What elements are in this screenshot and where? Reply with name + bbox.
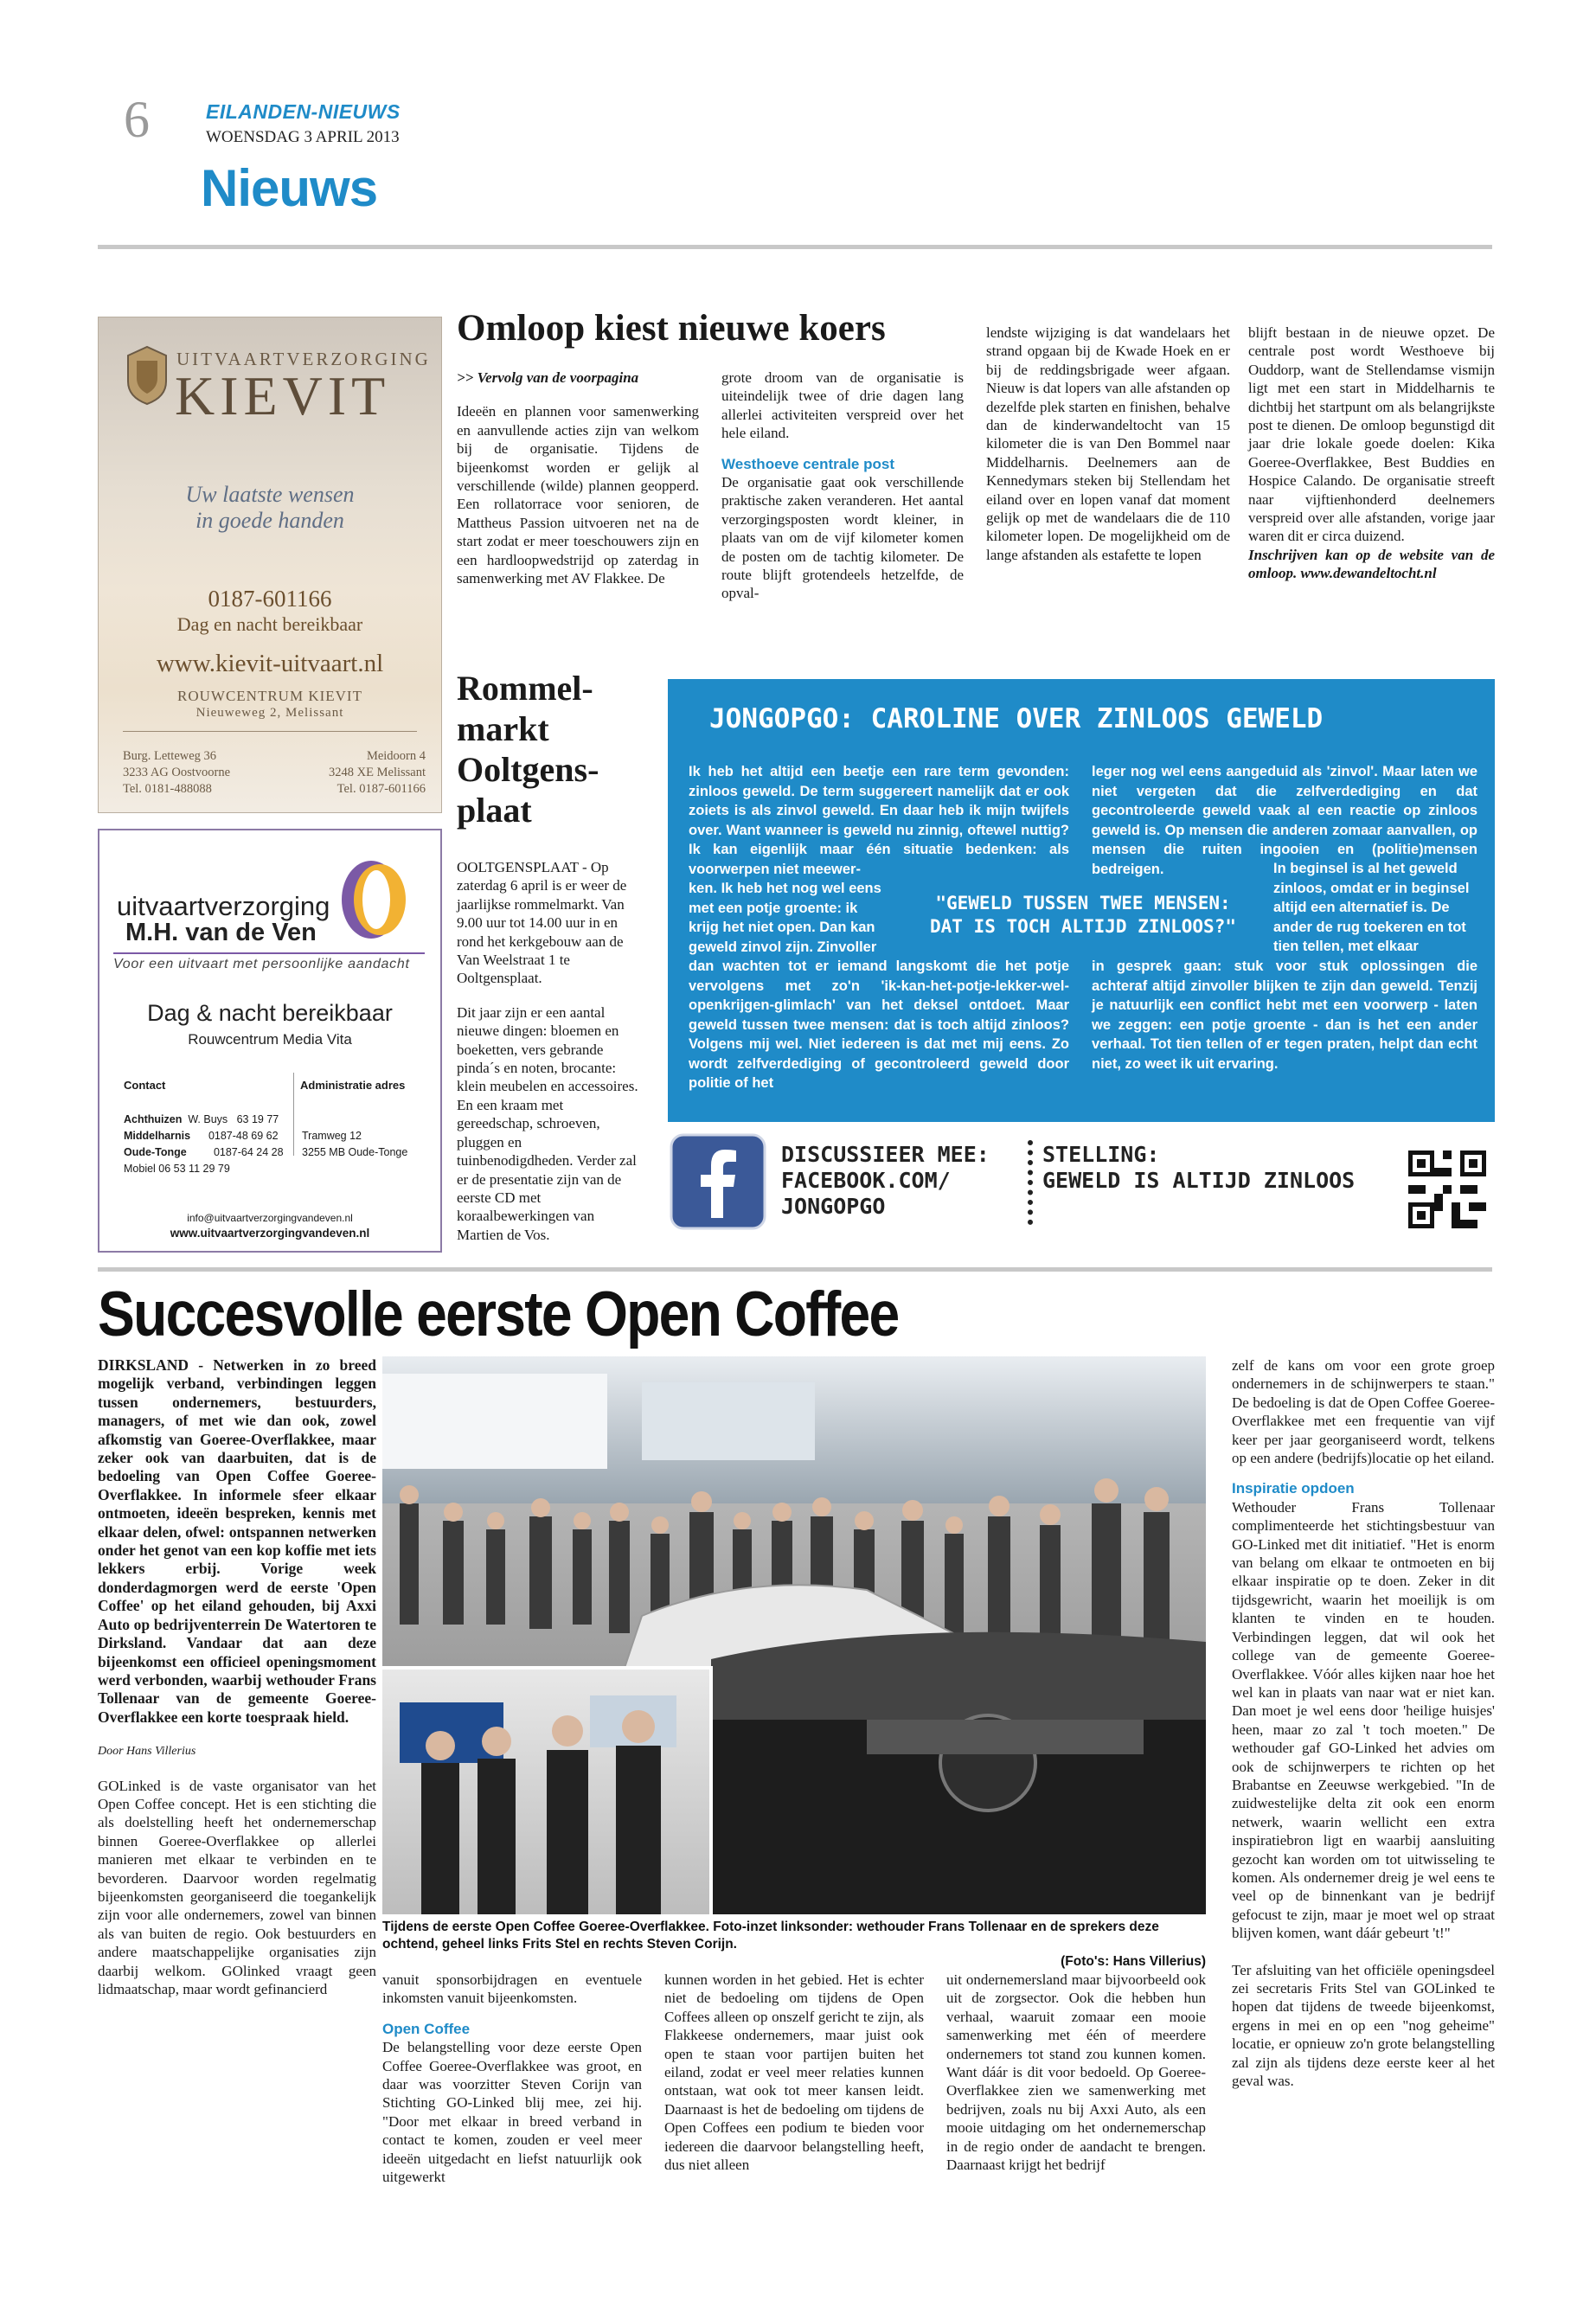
crest-icon	[125, 343, 170, 406]
omloop-column-2	[721, 369, 964, 603]
vandeven-website[interactable]: www.uitvaartverzorgingvandeven.nl	[170, 1227, 370, 1240]
coffee-col4-text: uit ondernemersland maar bijvoorbeeld ook uit de zorgsector. Ook die hebben hun verhaal, waaruit zomaar een mooie samenwerking met één of meerdere ondernemers tot stand zou kunnen komen. Want dáár is dit voor bedoeld. Op Goeree-Overflakkee zien we samenwerking met bedrijven, zoals nu bij Axxi Auto, als een mooie uitdaging om het ondernemerschap in de regio onder de aandacht te brengen. Daarnaast krijgt het bedrijf	[946, 1971, 1206, 2174]
kievit-advertisement	[98, 317, 442, 813]
coffee-byline: Door Hans Villerius	[98, 1745, 196, 1759]
vandeven-name-2: M.H. van de Ven	[125, 919, 317, 946]
omloop-column-4	[1248, 324, 1495, 583]
kievit-centre-address: Nieuweweg 2, Melissant	[195, 706, 344, 720]
photo-collage-image	[382, 1356, 1206, 1914]
omloop-headline: Omloop kiest nieuwe koers	[457, 308, 886, 349]
jongopgo-right-mid: In beginsel is al het geweld zinloos, omdat er in beginsel altijd een alternatief is. De ander de rug toekeren en tot tien tellen, met elkaar	[1273, 861, 1470, 954]
vandeven-admin-head: Administratie adres	[300, 1079, 406, 1092]
discuss-line-2: FACEBOOK.COM/	[781, 1168, 951, 1193]
coffee-column-5	[1232, 1356, 1495, 2090]
omloop-col2a-text: grote droom van de organisatie is uiteindelijk twee of drie dagen lang allerlei activiteiten verspreid over het hele eiland.	[721, 369, 964, 442]
stelling-line-1: STELLING:	[1042, 1142, 1160, 1167]
coffee-column-3	[664, 1971, 924, 2174]
vandeven-vertical-rule	[293, 1073, 294, 1156]
omloop-subhead: Westhoeve centrale post	[721, 455, 894, 472]
kievit-slogan-2: in goede handen	[195, 508, 344, 533]
jongopgo-left-mid: ken. Ik heb het nog wel eens met een potje groente: ik krijg het niet open. Dan kan geweld zinvol zijn. Zinvoller	[689, 881, 881, 955]
stelling-line-2: GEWELD IS ALTIJD ZINLOOS	[1042, 1168, 1356, 1193]
rommelmarkt-body	[457, 858, 638, 1244]
kievit-right-addr-1: Meidoorn 4	[366, 749, 426, 763]
jongopgo-box	[668, 679, 1495, 1122]
rommelmarkt-title-3: Ooltgens-	[457, 750, 599, 789]
vandeven-contact-list	[124, 1112, 284, 1177]
coffee-col5a-text: zelf de kans om voor een grote groep ondernemers in de schijnwerpers te staan." De bedoeling is dat de Open Coffee Goeree-Overflakkee met een frequentie van vijf keer per jaar georganiseerd wordt, telkens op een andere (bedrijfs)locatie op het eiland.	[1232, 1357, 1495, 1467]
dotted-separator	[1028, 1140, 1033, 1225]
contact-name: W. Buys	[188, 1113, 228, 1125]
jongopgo-left-top: Ik heb het altijd een beetje een rare term gevonden: zinloos geweld. De term suggereert namelijk dat er ook zoiets is als zinvol geweld. En daar heb ik mijn twijfels over. Want wanneer is geweld nu zinnig, oftewel nuttig? Ik kan eigenlijk maar één situatie bedenken: als voorwerpen niet meewer-	[689, 764, 1069, 877]
discuss-cta[interactable]	[781, 1142, 990, 1220]
contact-phone: 0187-48 69 62	[208, 1130, 279, 1142]
contact-place: Achthuizen	[124, 1113, 183, 1125]
discuss-line-3: JONGOPGO	[781, 1194, 886, 1219]
contact-place: Oude-Tonge	[124, 1146, 187, 1158]
vandeven-contact-head: Contact	[124, 1079, 166, 1092]
stelling	[1042, 1142, 1355, 1194]
open-coffee-photo	[382, 1356, 1206, 1914]
coffee-column-4	[946, 1971, 1206, 2174]
contact-phone: 63 19 77	[236, 1113, 279, 1125]
quote-line-2: DAT IS TOCH ALTIJD ZINLOOS?"	[929, 916, 1236, 937]
jongopgo-pull-quote	[901, 892, 1265, 939]
contact-row	[124, 1144, 284, 1161]
kievit-left-addr-3: Tel. 0181-488088	[123, 782, 212, 796]
vandeven-advertisement	[98, 829, 442, 1253]
kievit-website[interactable]: www.kievit-uitvaart.nl	[156, 650, 384, 677]
coffee-col5c-text: Ter afsluiting van het officiële openingsdeel zei secretaris Frits Stel van GOLinked te hopen dat tijdens de tweede bijeenkomst, ergens in mei en op een "nog geheime" locatie, er opnieuw zo'n grote belangstelling zal zijn als tijdens deze eerste keer al het geval was.	[1232, 1961, 1495, 2090]
contact-row	[124, 1128, 284, 1144]
rommelmarkt-para-1: OOLTGENSPLAAT - Op zaterdag 6 april is er weer de jaarlijkse rommelmarkt. Van 9.00 uur tot 14.00 uur in en rond het kerkgebouw aan de Van Weelstraat 1 te Ooltgensplaat.	[457, 859, 627, 987]
kievit-right-addr-3: Tel. 0187-601166	[337, 782, 426, 796]
contact-place: Middelharnis	[124, 1130, 191, 1142]
admin-line-1: Tramweg 12	[302, 1130, 362, 1142]
contact-row	[124, 1112, 284, 1128]
jongopgo-title: JONGOPGO: CAROLINE OVER ZINLOOS GEWELD	[709, 703, 1324, 734]
rommelmarkt-title-1: Rommel-	[457, 669, 593, 708]
kievit-phone: 0187-601166	[208, 586, 332, 612]
qr-code-icon[interactable]	[1408, 1150, 1486, 1228]
omloop-col4-end: Inschrijven kan op de website van de omloop. www.dewandeltocht.nl	[1248, 546, 1495, 582]
kievit-availability: Dag en nacht bereikbaar	[176, 613, 363, 635]
kievit-left-addr-2: 3233 AG Oostvoorne	[123, 766, 231, 779]
section-title: Nieuws	[201, 159, 378, 217]
coffee-col2a-text: vanuit sponsorbijdragen en eventuele inkomsten vanuit bijeenkomsten.	[382, 1971, 642, 2007]
coffee-col2b-text: De belangstelling voor deze eerste Open Coffee Goeree-Overflakkee was groot, en daar was voorzitter Steven Corijn van Stichting GO-Linked blij mee, zei hij. "Door met elkaar in breed verband in contact te komen, zouden er veel meer ideeën uitgedacht en liefst natuurlijk ook uitgewerkt	[382, 2039, 642, 2186]
coffee-subhead-open-coffee: Open Coffee	[382, 2020, 471, 2037]
kievit-right-addr-2: 3248 XE Melissant	[329, 766, 426, 779]
omloop-column-1	[457, 369, 699, 587]
page-number: 6	[124, 91, 150, 148]
admin-line-2: 3255 MB Oude-Tonge	[302, 1146, 408, 1158]
omloop-column-3	[986, 324, 1230, 564]
vandeven-mobile: Mobiel 06 53 11 29 79	[124, 1163, 230, 1175]
coffee-col5b-text: Wethouder Frans Tollenaar complimenteerde het stichtingsbestuur van GO-Linked met dit initiatief. "Het is enorm van belang om elkaar te ontmoeten en bij elkaar inspiratie op te doen. Zeker in dit tijdsgewricht, waarin het moeilijk is om klanten te vinden en te houden. Verbindingen leggen, dat wil ook het college van de gemeente Goeree-Overflakkee. Vóór alles kijken naar hoe het wel kan in plaats van naar wat er niet kan. Dan moet je wel eens door 'heilige huisjes' heen, maar zo zal 't toch moeten." De wethouder gaf GO-Linked het advies om ook de schijnwerpers te richten op het Brabantse en Zeeuwse werkgebied. "In de zuidwestelijke delta zit ook een enorm netwerk, waarin wellicht een extra inspiratiebron ligt en waarbij aansluiting gezocht kan worden om tot uitwisseling te komen. Als ondernemer dreig je wel eens te veel op de binnenkant van je bedrijf gefocust te zijn, maar je moet wel op straat blijven komen, want dáár gebeurt 't!"	[1232, 1498, 1495, 1942]
vandeven-centre: Rouwcentrum Media Vita	[188, 1031, 352, 1048]
omloop-col4-text: blijft bestaan in de nieuwe opzet. De centrale post wordt Westhoeve bij Ouddorp, want de Stellendamse vismijn ligt met een start in Middelharnis te dichtbij het startpunt om als belangrijkste post te dienen. De omloop begunstigd dit jaar drie lokale goede doelen: Kika Goeree-Overflakkee, Best Buddies en Hospice Calando. De organisatie streeft naar vijftienhonderd deelnemers verspreid over alle afstanden, vorige jaar waren dit er circa duizend.	[1248, 324, 1495, 545]
jongopgo-right-top: leger nog wel eens aangeduid als 'zinvol'. Maar laten we niet vergeten dat die zelfverdediging en dat gecontroleerde geweld vaak al een reactie op zinloos geweld is. Op mensen die anderen zomaar aanvallen, op mensen die ruiten ingooien en (politie)mensen bedreigen.	[1092, 764, 1477, 877]
jongopgo-left-bottom: dan wachten tot er iemand langskomt die het potje vervolgens met zo'n 'ik-kan-het-potje-lekker-wel-openkrijgen-glimlach' van het deksel ontdoet. Maar geweld tussen twee mensen: dat is toch altijd zinloos? Volgens mij wel. Niet iedereen is dat met mij eens. Zo wordt zelfverdediging of gecontroleerd geweld door politie of het	[689, 958, 1069, 1091]
facebook-icon[interactable]	[670, 1133, 766, 1230]
rommelmarkt-title-4: plaat	[457, 791, 532, 830]
vandeven-email[interactable]: info@uitvaartverzorgingvandeven.nl	[187, 1212, 353, 1224]
kievit-slogan-1: Uw laatste wensen	[185, 482, 355, 507]
omloop-kicker: >> Vervolg van de voorpagina	[457, 369, 639, 386]
kievit-centre-name: ROUWCENTRUM KIEVIT	[177, 688, 362, 704]
omloop-col2b-text: De organisatie gaat ook verschillende praktische zaken veranderen. Het aantal verzorgingsposten wordt kleiner, in plaats van om de vijf kilometer komen de posten om de tachtig kilometer. De route blijft grotendeels hetzelfde, de opval-	[721, 474, 964, 602]
coffee-lead: DIRKSLAND - Netwerken in zo breed mogelijk verband, verbindingen leggen tussen ondernemers, bestuurders, managers, of met wie dan ook, zowel afkomstig van Goeree-Overflakkee, maar zeker ook van daarbuiten, dat is de bedoeling van Open Coffee Goeree-Overflakkee. In informele sfeer elkaar ontmoeten, ideeën bespreken, kennis met elkaar delen, ofwel: ontspannen netwerken onder het genot van een kop koffie met iets lekkers erbij. Vorige week donderdagmorgen werd de eerste 'Open Coffee' op het eiland gehouden, bij Axxi Auto op bedrijventerrein De Watertoren te Dirksland. Vandaar dat aan deze bijeenkomst een officieel openingsmoment werd verbonden, waarbij wethouder Frans Tollenaar van de gemeente Goeree-Overflakkee een korte toespraak hield.	[98, 1356, 376, 1726]
kievit-divider	[123, 731, 417, 732]
caption-text: Tijdens de eerste Open Coffee Goeree-Overflakkee. Foto-inzet linksonder: wethouder Frans Tollenaar en de sprekers deze ochtend, geheel links Frits Stel en rechts Steven Corijn.	[382, 1920, 1159, 1952]
photo-caption	[382, 1919, 1206, 1971]
contact-phone: 0187-64 24 28	[213, 1146, 284, 1158]
vandeven-name-1: uitvaartverzorging	[117, 891, 330, 921]
coffee-lead-column	[98, 1356, 376, 1998]
rommelmarkt-headline	[457, 668, 599, 830]
quote-line-1: "GEWELD TUSSEN TWEE MENSEN:	[935, 893, 1231, 913]
coffee-col1-text: GOLinked is de vaste organisator van het Open Coffee concept. Het is een stichting die als doelstelling heeft het ondernemerschap binnen Goeree-Overflakkee op allerlei manieren met elkaar te verbinden en te bevorderen. Daarvoor worden regelmatig bijeenkomsten georganiseerd die toegankelijk zijn voor alle ondernemers, zowel van binnen als van buiten de regio. Ook bestuurders en andere maatschappelijke organisaties zijn daarbij welkom. GOlinked vraagt geen lidmaatschap, maar wordt gefinancierd	[98, 1777, 376, 1997]
mid-rule	[98, 1267, 1492, 1272]
vandeven-divider	[113, 952, 425, 954]
coffee-column-2	[382, 1971, 642, 2186]
vandeven-availability: Dag & nacht bereikbaar	[147, 1000, 393, 1026]
coffee-subhead-inspiratie: Inspiratie opdoen	[1232, 1480, 1355, 1497]
kievit-right-address	[329, 748, 426, 798]
kievit-left-address	[123, 748, 230, 798]
header-rule	[98, 245, 1492, 249]
issue-date: WOENSDAG 3 APRIL 2013	[206, 128, 400, 146]
vandeven-logo-icon	[326, 856, 421, 943]
coffee-col3-text: kunnen worden in het gebied. Het is echter niet de bedoeling om tijdens de Open Coffees alleen op onszelf gericht te zijn, als Flakkeese ondernemers, maar juist ook open te staan voor partijen buiten het eiland, zodat er veel meer relaties kunnen ontstaan, wat ook tot meer kansen leidt. Daarnaast is het de bedoeling om tijdens de Open Coffees een podium te bieden voor iedereen die daarvoor belangstelling heeft, dus niet alleen	[664, 1971, 924, 2174]
photo-credit: (Foto's: Hans Villerius)	[1061, 1954, 1206, 1969]
discuss-line-1: DISCUSSIEER MEE:	[781, 1142, 990, 1167]
rommelmarkt-para-2: Dit jaar zijn er een aantal nieuwe dingen: bloemen en boeketten, vers gebrande pinda´s en noten, brocante: klein meubelen en accessoires. En een kraam met gereedschap, schroeven, pluggen en tuinbenodigdheden. Verder zal er de presentatie zijn van de eerste CD met koraalbewerkingen van Martien de Vos.	[457, 1003, 638, 1243]
kievit-left-addr-1: Burg. Letteweg 36	[123, 749, 217, 763]
coffee-headline: Succesvolle eerste Open Coffee	[98, 1279, 899, 1349]
masthead: EILANDEN-NIEUWS	[206, 100, 401, 123]
kievit-brand: KIEVIT	[175, 365, 391, 426]
omloop-col3-text: lendste wijziging is dat wandelaars het strand opgaan bij de Kwade Hoek en er bij de reddingsbrigade weer afgaan. Nieuw is dat lopers van alle afstanden op dezelfde plek starten en finishen, behalve dan de kinderwandeltocht van 15 kilometer die is van Den Bommel naar Middelharnis. Deelnemers aan de Kennedymars steken bij Stellendam het eiland over en lopen vanaf dat moment gelijk op met de wandelaars die de 110 kilometer lopen. De mogelijkheid om de lange afstanden als estafette te lopen	[986, 324, 1230, 563]
kievit-brand-top: UITVAARTVERZORGING	[176, 349, 431, 369]
jongopgo-right-bottom: in gesprek gaan: stuk voor stuk oplossingen die achteraf altijd zinvoller blijken te zijn dan geweld. Tenzij je natuurlijk een conflict hebt met een voorwerp - laten we zeggen: een potje groente - dan is het een ander verhaal. Tot tien tellen of er tegen praten, helpt dan echt niet, zo weet ik uit ervaring.	[1092, 958, 1477, 1072]
rommelmarkt-title-2: markt	[457, 709, 549, 748]
omloop-col1-text: Ideeën en plannen voor samenwerking en aanvullende acties zijn van welkom bij de organisatie. Tijdens de bijeenkomst worden er gelijk al verschillende (wilde) plannen geopperd. Een rollatorrace voor senioren, de Mattheus Passion uitvoeren net na de start zodat er meer toeschouwers zijn en een hardloopwedstrijd op zaterdag in samenwerking met AV Flakkee. De	[457, 403, 699, 587]
vandeven-tagline: Voor een uitvaart met persoonlijke aandacht	[113, 957, 410, 971]
vandeven-admin-address	[302, 1128, 407, 1161]
